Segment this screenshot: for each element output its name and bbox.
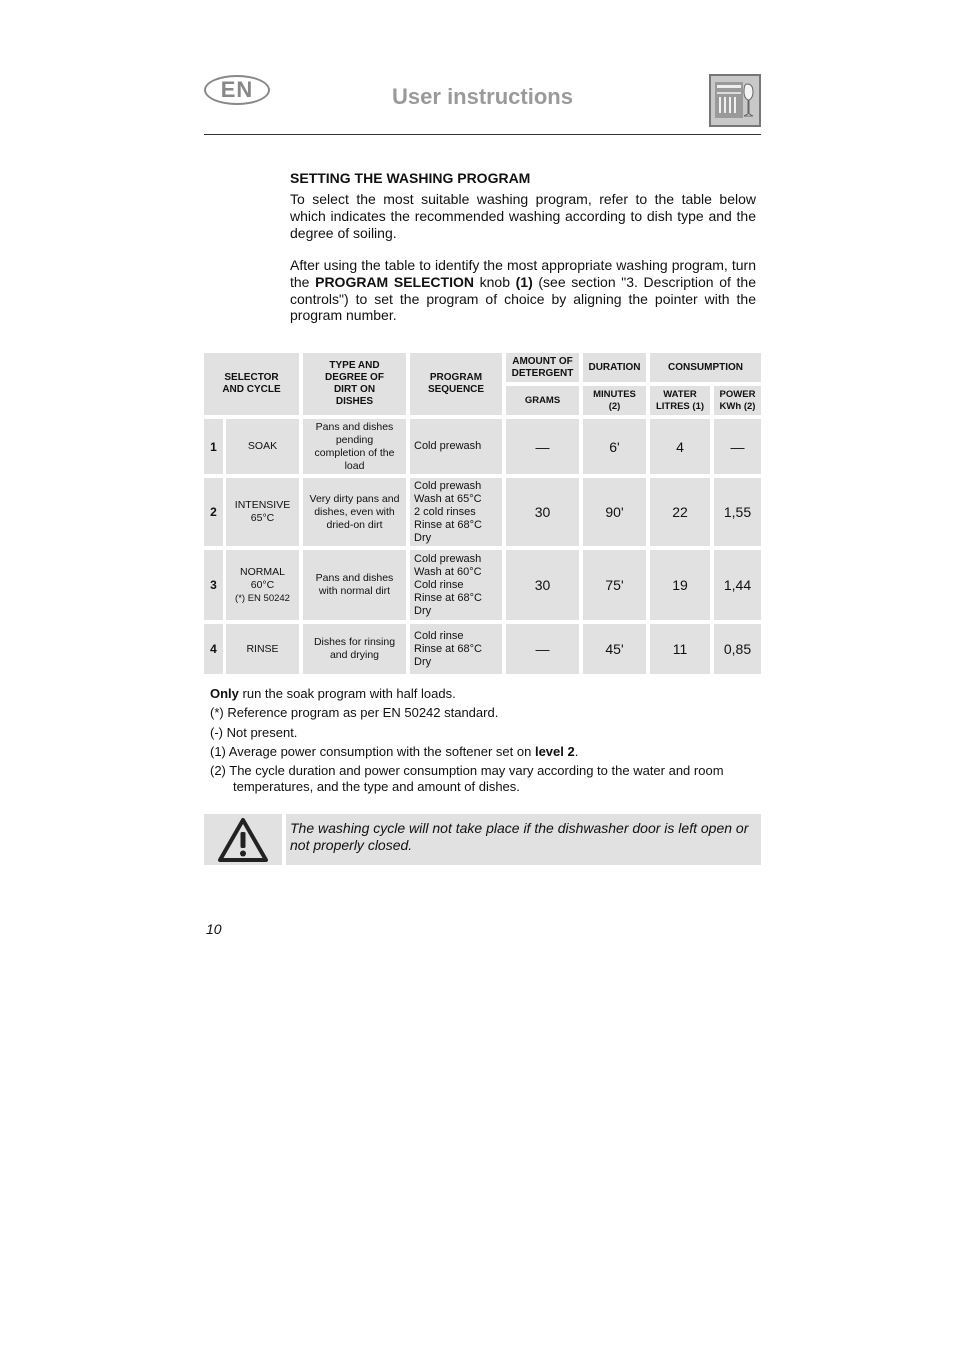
knob-reference: (1) — [515, 273, 533, 290]
table-row-3-number: 3 — [204, 550, 223, 620]
table-row-2-sequence: Cold prewash Wash at 65°C 2 cold rinses Rinse at 68°C Dry — [410, 478, 502, 546]
header-detergent: AMOUNT OF DETERGENT — [506, 353, 579, 382]
table-row-4-grams: — — [506, 624, 579, 674]
header-divider — [204, 134, 761, 135]
header-grams: GRAMS — [506, 386, 579, 415]
warning-triangle-icon — [217, 817, 269, 863]
table-row-4-number: 4 — [204, 624, 223, 674]
table-row-4-water: 11 — [650, 624, 710, 674]
table-row-4-minutes: 45' — [583, 624, 646, 674]
note-power-consumption: (1) Average power consumption with the softener set on level 2. — [210, 744, 579, 759]
header-program-sequence: PROGRAM SEQUENCE — [410, 353, 502, 415]
table-row-1-water: 4 — [650, 419, 710, 474]
para2-text-c: knob — [473, 273, 516, 290]
header-consumption: CONSUMPTION — [650, 353, 761, 382]
para2-text-a: After using the table to identify the most appropriate washing program, turn the — [290, 257, 756, 290]
table-row-4-power: 0,85 — [714, 624, 761, 674]
header-duration: DURATION — [583, 353, 646, 382]
table-row-4-dirt: Dishes for rinsing and drying — [303, 624, 406, 674]
table-row-1-power: — — [714, 419, 761, 474]
header-power-kwh: POWER KWh (2) — [714, 386, 761, 415]
header-type-dirt: TYPE AND DEGREE OF DIRT ON DISHES — [303, 353, 406, 415]
note-reference-program: (*) Reference program as per EN 50242 standard. — [210, 705, 499, 720]
para2-text-e: (see section "3. Description of the controls") to set the program of choice by aligning the pointer with the program number. — [290, 273, 756, 324]
table-row-1-minutes: 6' — [583, 419, 646, 474]
table-row-2-power: 1,55 — [714, 478, 761, 546]
table-row-1-grams: — — [506, 419, 579, 474]
dishwasher-image-icon — [709, 74, 761, 127]
table-row-3-minutes: 75' — [583, 550, 646, 620]
table-row-1-dirt: Pans and dishes pending completion of the load — [303, 419, 406, 474]
table-row-2-minutes: 90' — [583, 478, 646, 546]
intro-paragraph: To select the most suitable washing program, refer to the table below which indicates the recommended washing according to dish type and the degree of soiling. — [290, 191, 756, 241]
table-row-3-power: 1,44 — [714, 550, 761, 620]
table-row-2-cycle: INTENSIVE 65°C — [226, 478, 299, 546]
header-selector-cycle: SELECTOR AND CYCLE — [204, 353, 299, 415]
header-minutes: MINUTES (2) — [583, 386, 646, 415]
instructions-paragraph — [290, 257, 756, 324]
table-row-1-cycle: SOAK — [226, 419, 299, 474]
table-row-2-grams: 30 — [506, 478, 579, 546]
header-water-litres: WATER LITRES (1) — [650, 386, 710, 415]
table-row-4-sequence: Cold rinse Rinse at 68°C Dry — [410, 624, 502, 674]
note-soak: Only run the soak program with half loads. — [210, 686, 456, 701]
table-row-3-grams: 30 — [506, 550, 579, 620]
table-row-3-dirt: Pans and dishes with normal dirt — [303, 550, 406, 620]
table-row-4-cycle: RINSE — [226, 624, 299, 674]
table-row-3-water: 19 — [650, 550, 710, 620]
table-row-3-sequence: Cold prewash Wash at 60°C Cold rinse Rinse at 68°C Dry — [410, 550, 502, 620]
program-selection-term: PROGRAM SELECTION — [315, 273, 474, 290]
warning-icon-box — [204, 814, 282, 865]
language-badge: EN — [204, 75, 270, 105]
table-row-1-number: 1 — [204, 419, 223, 474]
section-title: SETTING THE WASHING PROGRAM — [290, 170, 531, 186]
dishwasher-illustration — [711, 76, 759, 125]
table-row-3-cycle: NORMAL 60°C (*) EN 50242 — [226, 550, 299, 620]
note-not-present: (-) Not present. — [210, 725, 298, 740]
table-row-1-sequence: Cold prewash — [410, 419, 502, 474]
table-row-2-water: 22 — [650, 478, 710, 546]
table-row-2-number: 2 — [204, 478, 223, 546]
warning-message: The washing cycle will not take place if the dishwasher door is left open or not properly closed. — [286, 814, 761, 865]
note-duration-variation: (2) The cycle duration and power consumption may vary according to the water and room temperatures, and the type and amount of dishes. — [210, 763, 724, 794]
page-number: 10 — [206, 921, 222, 937]
table-row-2-dirt: Very dirty pans and dishes, even with dried-on dirt — [303, 478, 406, 546]
page-header-title: User instructions — [392, 84, 573, 109]
